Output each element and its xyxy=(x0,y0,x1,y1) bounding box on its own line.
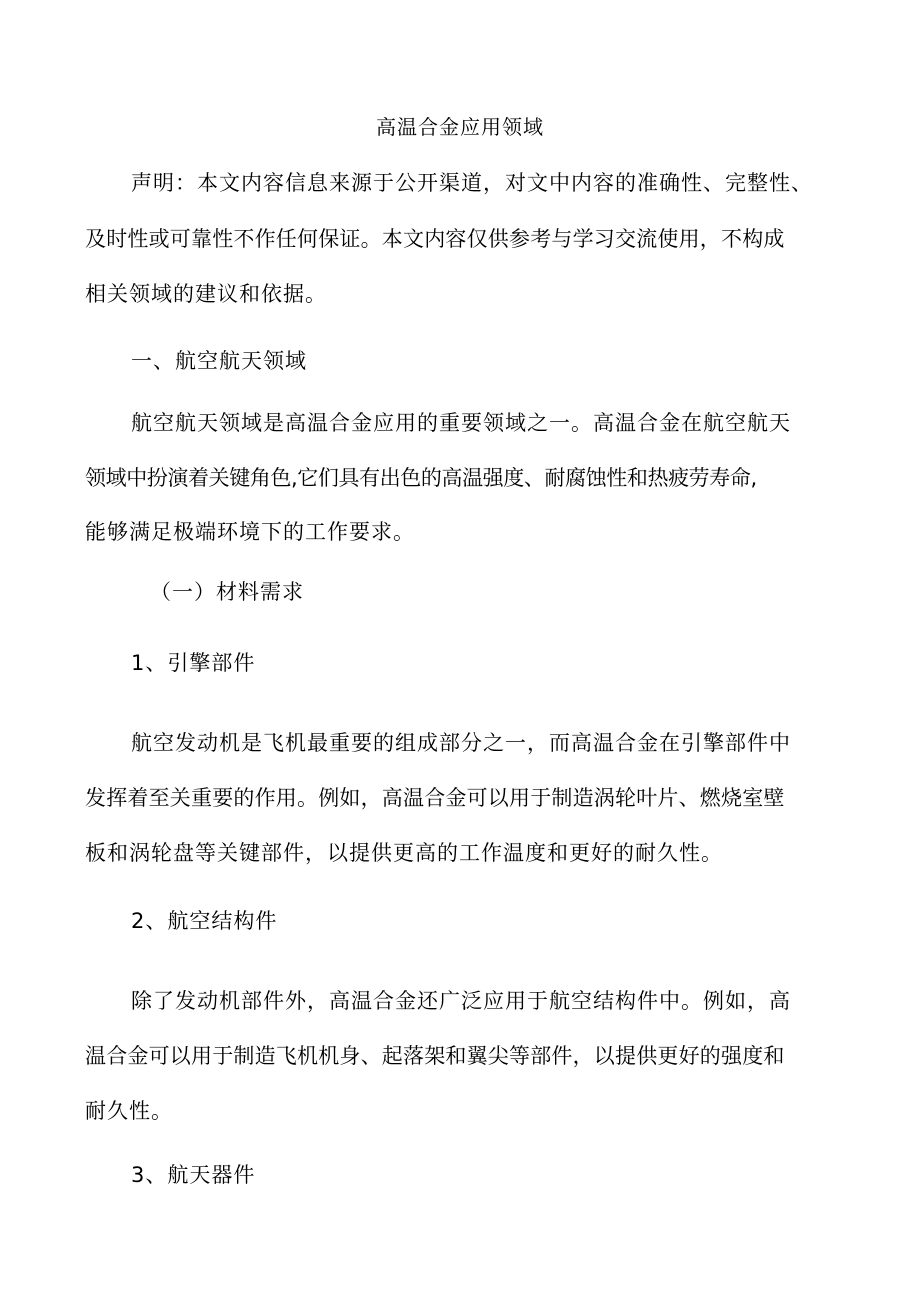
engine-parts-line-3: 板和涡轮盘等关键部件，以提供更高的工作温度和更好的耐久性。 xyxy=(85,841,723,865)
intro-line-3: 能够满足极端环境下的工作要求。 xyxy=(85,520,415,544)
disclaimer-line-3: 相关领域的建议和依据。 xyxy=(85,282,327,306)
section-heading-aerospace: 一、航空航天领域 xyxy=(131,349,307,373)
aero-structures-line-3: 耐久性。 xyxy=(85,1099,173,1123)
intro-line-2: 领域中扮演着关键角色,它们具有出色的高温强度、耐腐蚀性和热疲劳寿命, xyxy=(85,466,757,490)
disclaimer-line-1: 声明：本文内容信息来源于公开渠道，对文中内容的准确性、完整性、 xyxy=(131,171,813,195)
engine-parts-line-2: 发挥着至关重要的作用。例如，高温合金可以用于制造涡轮叶片、燃烧室壁 xyxy=(85,786,785,810)
disclaimer-line-2: 及时性或可靠性不作任何保证。本文内容仅供参考与学习交流使用，不构成 xyxy=(85,227,785,251)
item-heading-aero-structures: 2、航空结构件 xyxy=(131,909,278,933)
item-heading-engine-parts: 1、引擎部件 xyxy=(131,651,256,675)
subsection-heading-material-needs: （一）材料需求 xyxy=(150,580,304,604)
intro-line-1: 航空航天领域是高温合金应用的重要领域之一。高温合金在航空航天 xyxy=(131,411,791,435)
aero-structures-line-1: 除了发动机部件外，高温合金还广泛应用于航空结构件中。例如，高 xyxy=(131,989,791,1013)
document-title: 高温合金应用领域 xyxy=(376,115,544,139)
aero-structures-line-2: 温合金可以用于制造飞机机身、起落架和翼尖等部件，以提供更好的强度和 xyxy=(85,1044,785,1068)
engine-parts-line-1: 航空发动机是飞机最重要的组成部分之一，而高温合金在引擎部件中 xyxy=(131,731,791,755)
item-heading-spacecraft-parts: 3、航天器件 xyxy=(131,1163,256,1187)
